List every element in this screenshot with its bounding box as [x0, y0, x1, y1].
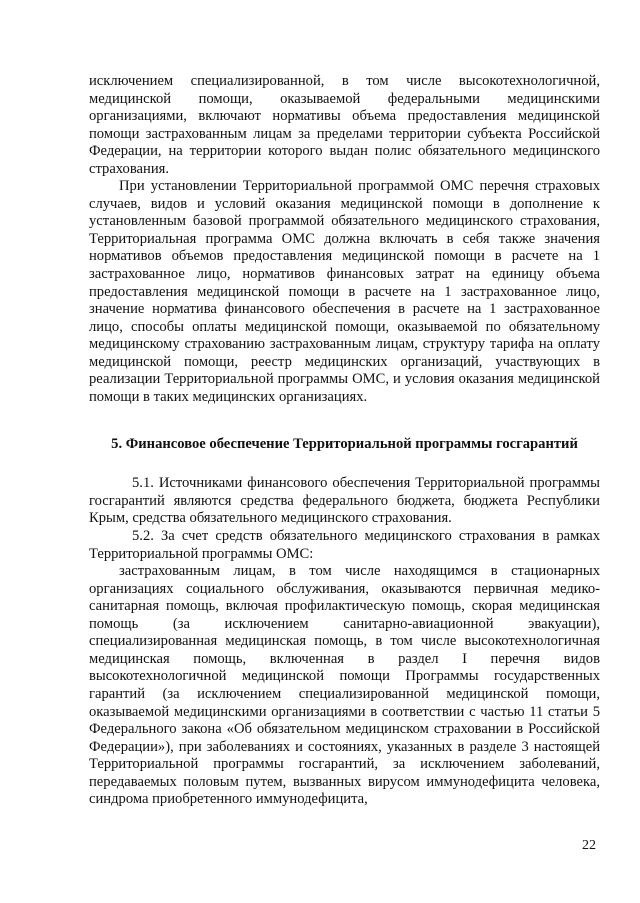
page-number: 22	[582, 838, 596, 853]
paragraph-5-1: 5.1. Источниками финансового обеспечения Территориальной программы госгарантий являются средства федерального бюджета, бюджета Республики Крым, средства обязательного медицинского страхования.	[89, 475, 600, 527]
paragraph-5-2: 5.2. За счет средств обязательного медицинского страхования в рамках Территориальной программы ОМС:	[89, 528, 600, 562]
paragraph-territorial-program: При установлении Территориальной программой ОМС перечня страховых случаев, видов и условий оказания медицинской помощи в дополнение к установленным базовой программой обязательного медицинского страхования, Территориальная программа ОМС должна включать в себя также значения нормативов объемов предоставления медицинской помощи в расчете на 1 застрахованное лицо, нормативов финансовых затрат на единицу объема предоставления медицинской помощи в расчете на 1 застрахованное лицо, значение норматива финансового обеспечения в расчете на 1 застрахованное лицо, способы оплаты медицинской помощи, оказываемой по обязательному медицинскому страхованию застрахованным лицам, структуру тарифа на оплату медицинской помощи, реестр медицинских организаций, участвующих в реализации Территориальной программы ОМС, и условия оказания медицинской помощи в таких медицинских организациях.	[89, 178, 600, 405]
page-body	[89, 73, 600, 809]
section-heading: 5. Финансовое обеспечение Территориальной программы госгарантий	[111, 436, 578, 453]
paragraph-insured-persons: застрахованным лицам, в том числе находящимся в стационарных организациях социального обслуживания, оказываются первичная медико-санитарная помощь, включая профилактическую помощь, скорая медицинская помощь (за исключением санитарно-авиационной эвакуации), специализированная медицинская помощь, в том числе высокотехнологичная медицинская помощь, включенная в раздел I перечня видов высокотехнологичной медицинской помощи Программы государственных гарантий (за исключением специализированной медицинской помощи, оказываемой медицинскими организациями в соответствии с частью 11 статьи 5 Федерального закона «Об обязательном медицинском страховании в Российской Федерации»), при заболеваниях и состояниях, указанных в разделе 3 настоящей Территориальной программы госгарантий, за исключением заболеваний, передаваемых половым путем, вызванных вирусом иммунодефицита человека, синдрома приобретенного иммунодефицита,	[89, 563, 600, 808]
paragraph-continuation: исключением специализированной, в том числе высокотехнологичной, медицинской помощи, оказываемой федеральными медицинскими организациями, включают нормативы объема предоставления медицинской помощи застрахованным лицам за пределами территории субъекта Российской Федерации, на территории которого выдан полис обязательного медицинского страхования.	[89, 73, 600, 177]
